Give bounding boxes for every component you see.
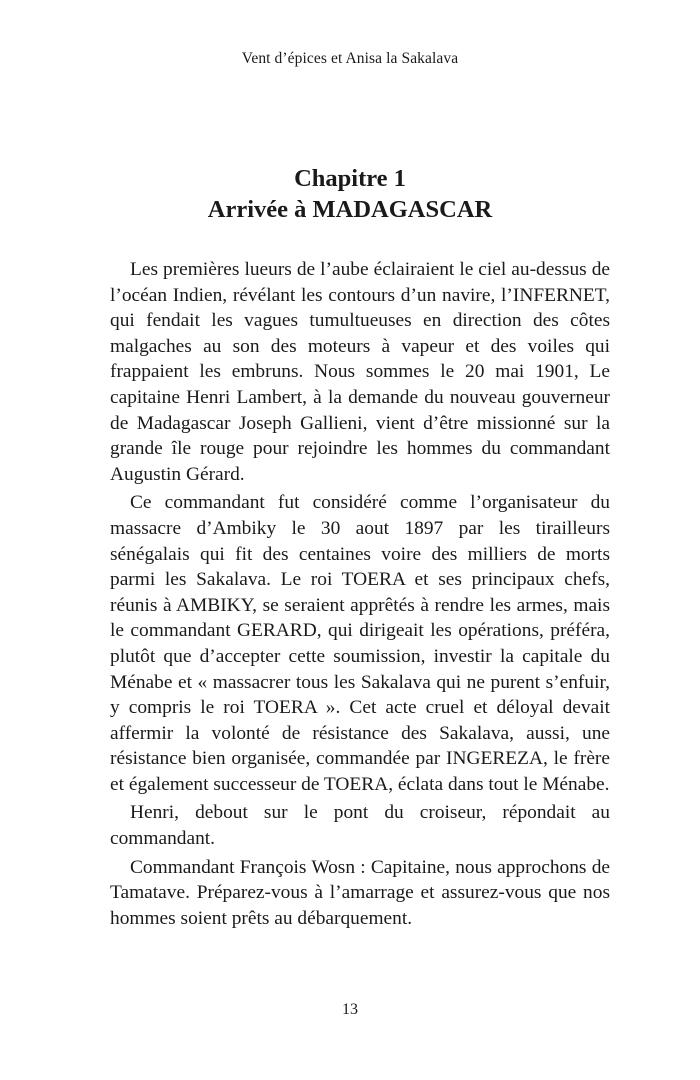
paragraph: Les premières lueurs de l’aube éclairaient le ciel au-dessus de l’océan Indien, révélant les contours d’un navire, l’INFERNET, qui fendait les vagues tumultueuses en direction des côtes malgaches au son des moteurs à vapeur et des voiles qui frappaient les embruns. Nous sommes le 20 mai 1901, Le capitaine Henri Lambert, à la demande du nouveau gouverneur de Madagascar Joseph Gallieni, vient d’être missionné sur la grande île rouge pour rejoindre les hommes du commandant Augustin Gérard. — [110, 259, 610, 485]
chapter-body — [110, 257, 610, 934]
chapter-heading — [0, 163, 700, 225]
page-number: 13 — [342, 1001, 358, 1018]
paragraph: Commandant François Wosn : Capitaine, nous approchons de Tamatave. Préparez-vous à l’amarrage et assurez-vous que nos hommes soient prêts au débarquement. — [110, 856, 610, 929]
chapter-number: Chapitre 1 — [294, 165, 406, 192]
running-header: Vent d’épices et Anisa la Sakalava — [241, 50, 459, 67]
chapter-title: Arrivée à MADAGASCAR — [207, 196, 493, 223]
paragraph: Ce commandant fut considéré comme l’organisateur du massacre d’Ambiky le 30 aout 1897 par les tirailleurs sénégalais qui fit des centaines voire des milliers de morts parmi les Sakalava. Le roi TOERA et ses principaux chefs, réunis à AMBIKY, se seraient apprêtés à rendre les armes, mais le commandant GERARD, qui dirigeait les opérations, préféra, plutôt que d’accepter cette soumission, investir la capitale du Ménabe et « massacrer tous les Sakalava qui ne purent s’enfuir, y compris le roi TOERA ». Cet acte cruel et déloyal devait affermir la volonté de résistance des Sakalava, aussi, une résistance bien organisée, commandée par INGEREZA, le frère et également successeur de TOERA, éclata dans tout le Ménabe. — [110, 492, 610, 795]
paragraph: Henri, debout sur le pont du croiseur, répondait au commandant. — [110, 802, 610, 850]
